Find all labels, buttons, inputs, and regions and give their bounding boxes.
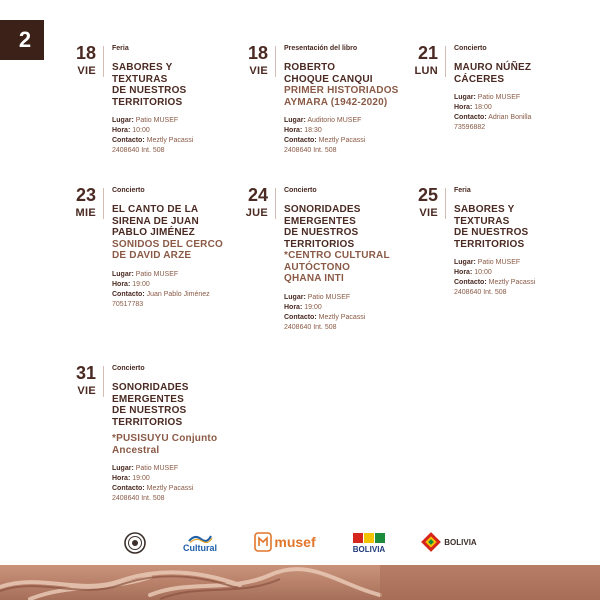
lugar-label: Lugar: [112, 117, 134, 124]
event-subtitle-line: PRIMER HISTORIADOS [284, 85, 399, 96]
event-contact [454, 113, 574, 123]
bolivia-culturas-text: BOLIVIA [352, 544, 386, 554]
lugar-value: Patio MUSEF [135, 117, 179, 124]
event-day: 23 [75, 185, 96, 205]
contacto-name: Adrian Bonilla [488, 114, 532, 121]
event-category: Concierto [284, 187, 317, 194]
page-number-badge [0, 20, 44, 60]
event-subtitle-line: AYMARA (1942-2020) [284, 96, 388, 108]
contacto-phone: 2408640 Int. 508 [284, 147, 337, 154]
event-date [236, 43, 276, 77]
wiphala-icon [421, 532, 441, 552]
event-title-line: EL CANTO DE LA [112, 204, 199, 215]
event-time [284, 303, 408, 313]
event-card [64, 186, 230, 310]
event-title-line: DE NUESTROS [112, 85, 187, 96]
lugar-value: Patio MUSEF [307, 293, 351, 301]
contacto-name: Meztly Pacassi [488, 279, 536, 286]
event-title-line: TERRITORIOS [284, 238, 355, 250]
event-category: Concierto [454, 45, 487, 52]
event-time [454, 103, 574, 113]
hora-value: 19:00 [132, 475, 150, 482]
event-location [112, 270, 230, 280]
hora-value: 19:00 [304, 303, 322, 311]
event-subtitle-line: DE DAVID ARZE [112, 250, 192, 261]
event-category: Concierto [112, 187, 145, 194]
hora-label: Hora: [284, 127, 303, 134]
hora-label: Hora: [112, 475, 131, 482]
event-date [64, 363, 104, 397]
event-details [284, 293, 408, 333]
event-title-line: CÁCERES [454, 73, 505, 85]
contacto-name: Meztly Pacassi [146, 137, 194, 144]
contacto-name: Meztly Pacassi [318, 313, 366, 321]
event-title-line: SIRENA DE JUAN [112, 215, 199, 227]
event-contact [284, 136, 408, 146]
event-card [64, 44, 230, 156]
event-subtitle-line: *PUSISUYU Conjunto [112, 433, 218, 444]
event-card [64, 364, 242, 504]
event-date [64, 43, 104, 77]
event-info [276, 44, 408, 156]
lugar-value: Auditorio MUSEF [307, 117, 362, 124]
hora-label: Hora: [112, 280, 131, 288]
event-location [284, 293, 408, 303]
event-info [276, 186, 408, 333]
event-location [454, 258, 574, 268]
event-details [454, 258, 574, 298]
hora-value: 19:00 [132, 280, 150, 288]
hora-label: Hora: [454, 104, 473, 111]
event-title-line: TERRITORIOS [112, 416, 183, 428]
lugar-label: Lugar: [112, 270, 134, 278]
event-time [112, 280, 230, 290]
event-category: Feria [112, 45, 129, 52]
event-day: 18 [75, 43, 96, 63]
event-weekday: MIE [75, 207, 96, 219]
hora-value: 10:00 [474, 269, 492, 276]
event-date [64, 185, 104, 219]
rope-decoration [0, 565, 600, 600]
event-location [112, 464, 242, 474]
event-title-line: CHOQUE CANQUI [284, 73, 373, 85]
hora-value: 18:00 [474, 104, 492, 111]
lugar-label: Lugar: [454, 259, 476, 266]
event-contact [454, 278, 574, 288]
event-card [406, 186, 574, 298]
event-weekday: VIE [249, 65, 268, 77]
event-title-line: EMERGENTES [284, 215, 357, 227]
event-day: 25 [417, 185, 438, 205]
contacto-label: Contacto: [112, 290, 145, 298]
event-title-line: DE NUESTROS [454, 227, 529, 238]
sponsor-logos [0, 528, 600, 558]
event-details [112, 116, 230, 156]
event-weekday: VIE [419, 207, 438, 219]
event-location [454, 93, 574, 103]
event-title-line: ROBERTO [284, 62, 336, 73]
event-category: Concierto [112, 365, 145, 372]
page-number: 2 [18, 27, 32, 52]
lugar-label: Lugar: [284, 117, 306, 124]
event-info [104, 364, 242, 504]
contacto-name: Juan Pablo Jiménez [146, 290, 210, 298]
event-date [406, 43, 446, 77]
event-date [406, 185, 446, 219]
cultural-logo-text: Cultural [182, 543, 217, 553]
contacto-label: Contacto: [112, 485, 145, 492]
contacto-label: Contacto: [454, 114, 487, 121]
event-time [112, 126, 230, 136]
lugar-label: Lugar: [454, 94, 476, 101]
event-card [406, 44, 574, 133]
event-contact [112, 136, 230, 146]
contacto-phone: 2408640 Int. 508 [112, 495, 165, 502]
contacto-label: Contacto: [284, 137, 317, 144]
estado-bolivia-text: BOLIVIA [444, 537, 477, 547]
event-title-line: TEXTURAS [112, 73, 168, 85]
event-title-line: EMERGENTES [112, 393, 185, 405]
musef-logo [252, 530, 318, 554]
event-time [112, 474, 242, 484]
event-title-line: SABORES Y [454, 204, 515, 215]
contacto-phone: 70517783 [112, 300, 144, 308]
event-info [104, 44, 230, 156]
event-day: 24 [247, 185, 268, 205]
hora-value: 18:30 [304, 127, 322, 134]
musef-emblem-icon [254, 532, 272, 552]
event-title-line: MAURO NÚÑEZ [454, 62, 532, 73]
contacto-phone: 2408640 Int. 508 [454, 289, 507, 296]
cultural-logo [181, 530, 219, 556]
event-card [236, 44, 408, 156]
estado-bolivia-logo [420, 531, 478, 553]
event-contact [284, 313, 408, 323]
event-info [446, 186, 574, 298]
event-info [104, 186, 230, 310]
event-details [284, 116, 408, 156]
event-title-line: DE NUESTROS [112, 405, 187, 416]
hora-label: Hora: [112, 127, 131, 134]
event-contact [112, 290, 230, 300]
event-title-line: DE NUESTROS [284, 227, 359, 238]
lugar-label: Lugar: [112, 465, 134, 472]
event-info [446, 44, 574, 133]
musef-logo-text: musef [274, 534, 316, 550]
event-card [236, 186, 408, 333]
bolivia-colors-icon [352, 532, 386, 544]
event-time [284, 126, 408, 136]
event-weekday: JUE [245, 207, 268, 219]
contacto-name: Meztly Pacassi [146, 485, 194, 492]
event-title-line: PABLO JIMÉNEZ [112, 227, 195, 238]
event-subtitle-line: QHANA INTI [284, 273, 344, 284]
event-subtitle-line: Ancestral [112, 444, 160, 456]
event-weekday: VIE [77, 65, 96, 77]
event-subtitle-line: *CENTRO CULTURAL [284, 250, 390, 261]
event-weekday: LUN [414, 65, 438, 77]
lugar-value: Patio MUSEF [477, 259, 521, 266]
event-location [284, 116, 408, 126]
contacto-label: Contacto: [284, 313, 317, 321]
contacto-phone: 2408640 Int. 508 [112, 147, 165, 154]
contacto-label: Contacto: [454, 279, 487, 286]
event-contact [112, 484, 242, 494]
hora-label: Hora: [454, 269, 473, 276]
event-title-line: TERRITORIOS [112, 96, 183, 108]
event-weekday: VIE [77, 385, 96, 397]
event-subtitle-line: SONIDOS DEL CERCO [112, 238, 224, 250]
event-category: Feria [454, 187, 471, 194]
lugar-value: Patio MUSEF [135, 465, 179, 472]
contacto-label: Contacto: [112, 137, 145, 144]
contacto-phone: 2408640 Int. 508 [284, 323, 337, 331]
event-title-line: TEXTURAS [454, 215, 510, 227]
contacto-name: Meztly Pacassi [318, 137, 366, 144]
lugar-value: Patio MUSEF [477, 94, 521, 101]
event-subtitle-line: AUTÓCTONO [284, 261, 351, 273]
hora-value: 10:00 [132, 127, 150, 134]
lugar-label: Lugar: [284, 293, 306, 301]
event-location [112, 116, 230, 126]
bolivia-culturas-logo [350, 529, 388, 557]
hora-label: Hora: [284, 303, 303, 311]
contacto-phone: 73596882 [454, 124, 486, 131]
event-day: 21 [417, 43, 438, 63]
event-details [112, 464, 242, 504]
event-details [454, 93, 574, 133]
event-title-line: SABORES Y [112, 62, 173, 73]
rope-texture-icon [0, 565, 600, 600]
seal-logo [124, 532, 146, 554]
event-time [454, 268, 574, 278]
event-day: 18 [247, 43, 268, 63]
event-date [236, 185, 276, 219]
cultural-wave-icon [187, 533, 213, 543]
event-title-line: SONORIDADES [284, 204, 361, 215]
event-category: Presentación del libro [284, 45, 358, 52]
lugar-value: Patio MUSEF [135, 270, 179, 278]
event-title-line: SONORIDADES [112, 382, 189, 393]
event-day: 31 [75, 363, 96, 383]
event-details [112, 270, 230, 310]
event-title-line: TERRITORIOS [454, 238, 525, 250]
